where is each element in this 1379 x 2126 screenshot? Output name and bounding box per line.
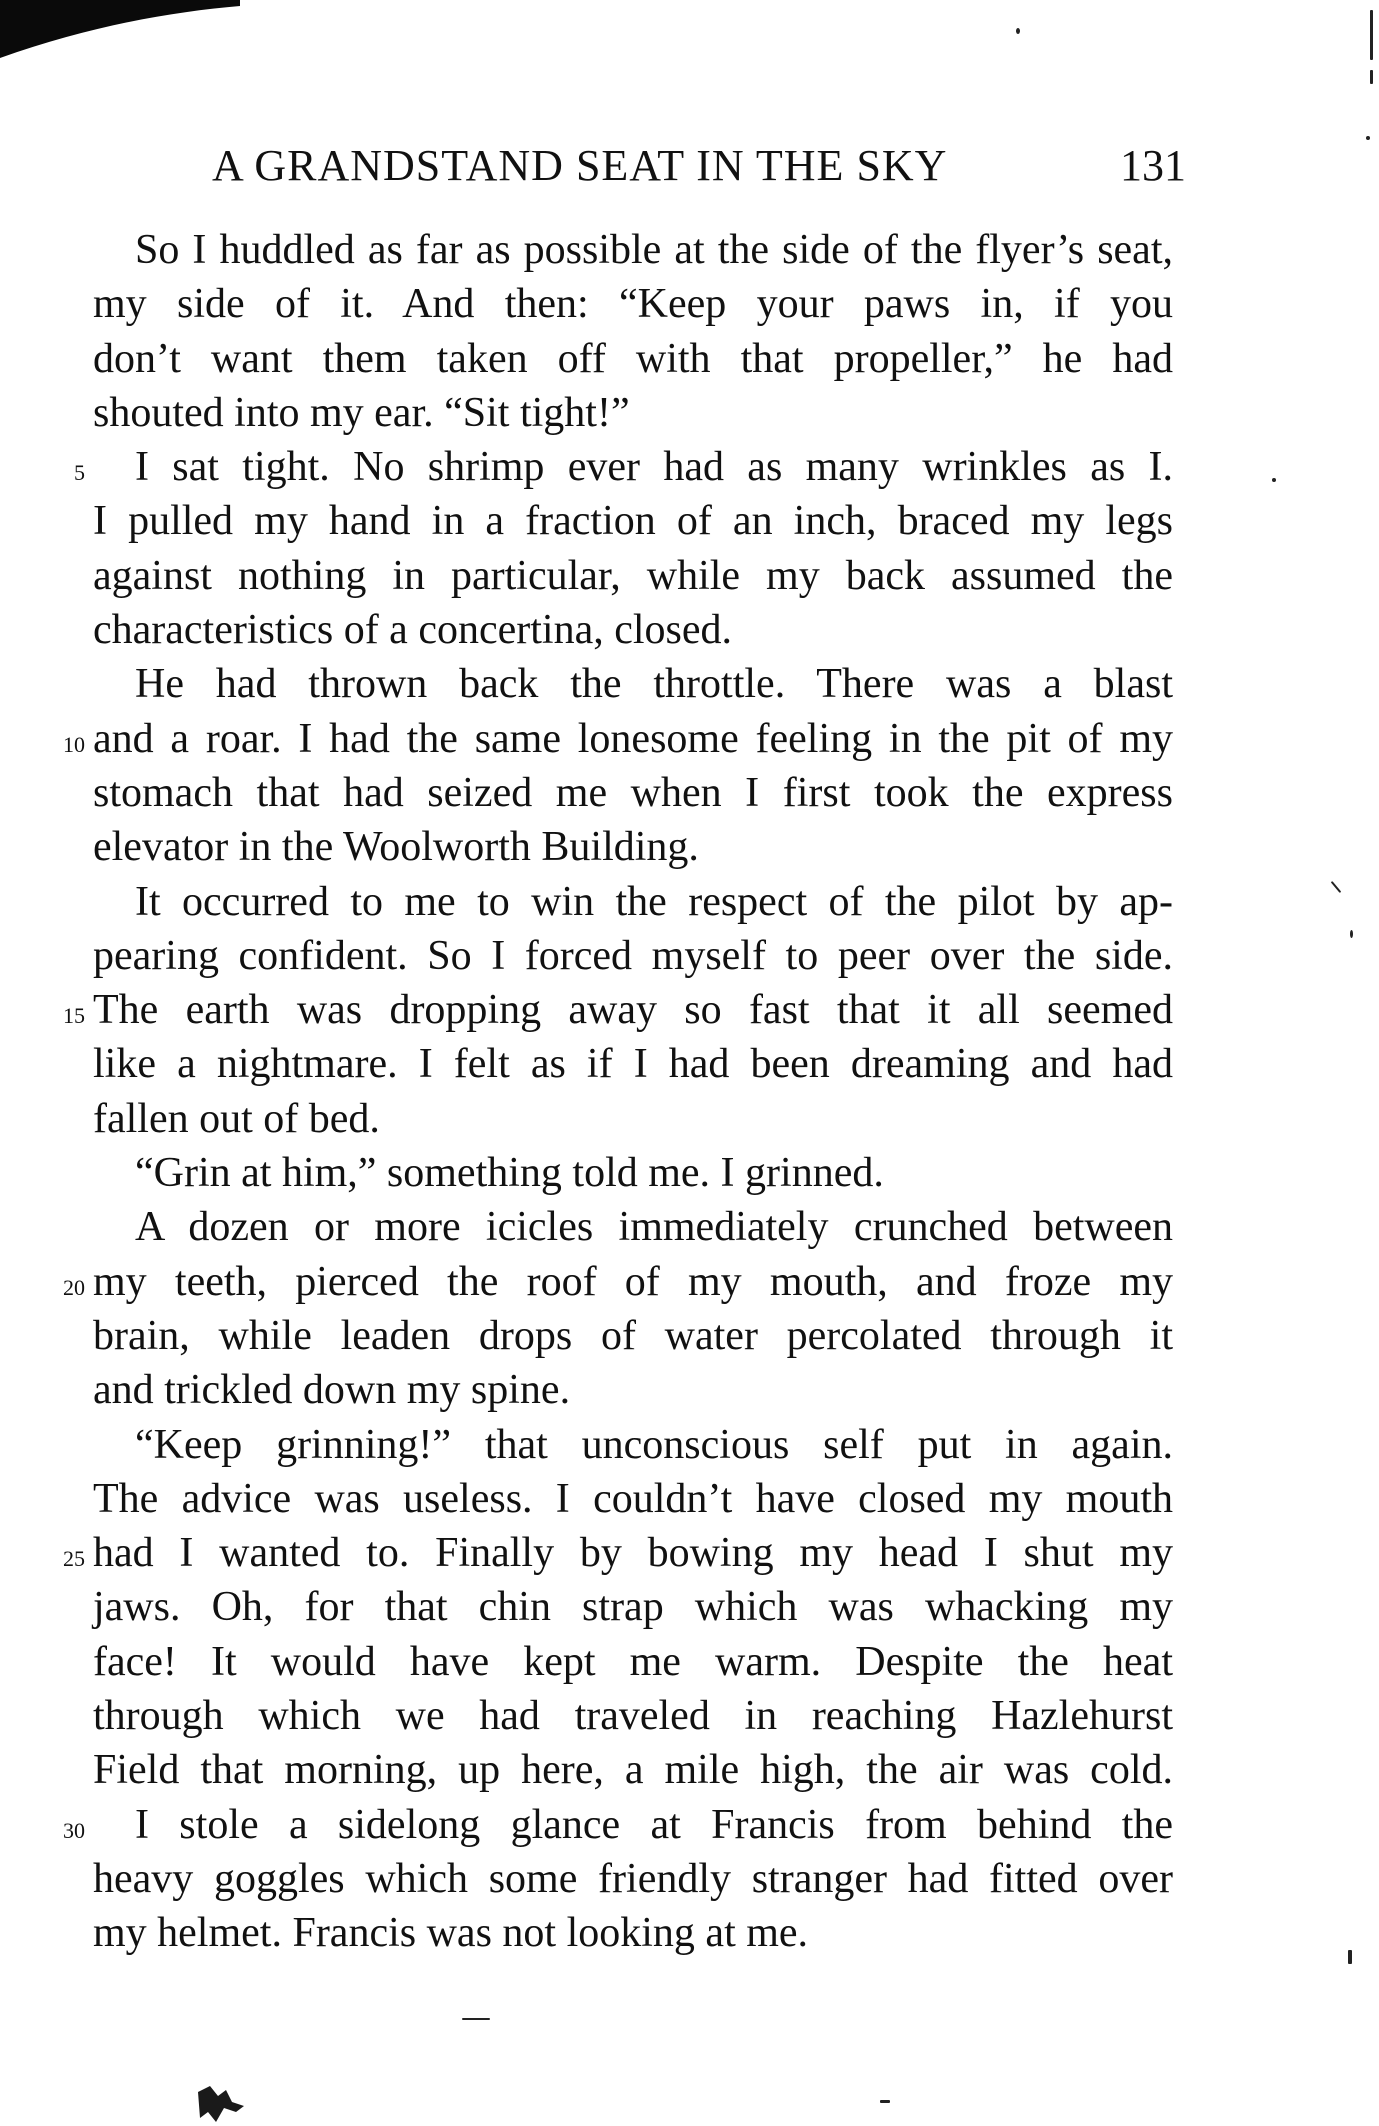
text-line: against nothing in particular, while my back assumed the <box>93 552 1173 599</box>
scan-speck <box>1370 10 1373 60</box>
text-line: 25 had I wanted to. Finally by bowing my head I shut my <box>93 1526 1173 1580</box>
line-number: 5 <box>74 460 85 486</box>
text-line: through which we had traveled in reaching Hazlehurst <box>93 1693 1173 1740</box>
text-line: my side of it. And then: “Keep your paws in, if you <box>93 281 1173 328</box>
text-line: and trickled down my spine. <box>93 1367 571 1414</box>
text-line: 30 I stole a sidelong glance at Francis from behind the <box>93 1798 1173 1852</box>
text-line: So I huddled as far as possible at the side of the flyer’s seat, <box>135 227 1173 273</box>
running-head <box>212 140 1212 200</box>
text-line: The advice was useless. I couldn’t have closed my mouth <box>93 1475 1173 1522</box>
text-line: 15 The earth was dropping away so fast that it all seemed <box>93 983 1173 1037</box>
scan-speck <box>1366 136 1370 140</box>
text-line: heavy goggles which some friendly stranger had fitted over <box>93 1855 1173 1902</box>
line-number: 15 <box>63 1003 85 1029</box>
text-line: pearing confident. So I forced myself to peer over the side. <box>93 932 1173 979</box>
text-line: 20 my teeth, pierced the roof of my mouth, and froze my <box>93 1255 1173 1309</box>
text-line: shouted into my ear. “Sit tight!” <box>93 389 630 436</box>
text-line: jaws. Oh, for that chin strap which was whacking my <box>93 1584 1173 1631</box>
text-line: face! It would have kept me warm. Despite the heat <box>93 1638 1173 1685</box>
text-line: I pulled my hand in a fraction of an inch, braced my legs <box>93 498 1173 545</box>
text-line: brain, while leaden drops of water percolated through it <box>93 1312 1173 1359</box>
text-line: It occurred to me to win the respect of the pilot by ap- <box>135 878 1173 925</box>
text-line: my helmet. Francis was not looking at me. <box>93 1910 809 1957</box>
body-text <box>63 223 1173 1961</box>
text-line: 10 and a roar. I had the same lonesome feeling in the pit of my <box>93 712 1173 766</box>
line-number: 25 <box>63 1546 85 1572</box>
text-line: He had thrown back the throttle. There was a blast <box>135 661 1173 708</box>
text-line: don’t want them taken off with that propeller,” he had <box>93 335 1173 382</box>
scan-corner-shadow <box>0 0 240 60</box>
scan-speck <box>880 2100 890 2103</box>
scan-speck <box>1350 930 1353 938</box>
scan-speck <box>1348 1950 1352 1964</box>
line-number: 30 <box>63 1817 85 1843</box>
scan-speck <box>1331 881 1342 893</box>
chapter-title: A GRANDSTAND SEAT IN THE SKY <box>212 141 948 190</box>
text-line: elevator in the Woolworth Building. <box>93 824 699 871</box>
text-line: A dozen or more icicles immediately crunched between <box>135 1204 1173 1251</box>
scan-speck <box>1370 70 1373 84</box>
text-line: like a nightmare. I felt as if I had been dreaming and had <box>93 1041 1173 1088</box>
text-line: “Grin at him,” something told me. I grinned. <box>135 1150 884 1197</box>
text-line: characteristics of a concertina, closed. <box>93 607 733 654</box>
page-number: 131 <box>1120 141 1186 190</box>
line-number: 10 <box>63 731 85 757</box>
text-line: Field that morning, up here, a mile high, the air was cold. <box>93 1747 1173 1794</box>
text-line: “Keep grinning!” that unconscious self put in again. <box>135 1421 1173 1468</box>
scan-speck <box>1016 28 1020 34</box>
scan-speck <box>1272 478 1276 482</box>
scan-speck <box>462 2018 490 2020</box>
text-line: stomach that had seized me when I first took the express <box>93 769 1173 816</box>
text-line: 5 I sat tight. No shrimp ever had as many wrinkles as I. <box>93 440 1173 494</box>
line-number: 20 <box>63 1274 85 1300</box>
text-line: fallen out of bed. <box>93 1095 380 1142</box>
binding-smudge <box>196 2082 256 2126</box>
